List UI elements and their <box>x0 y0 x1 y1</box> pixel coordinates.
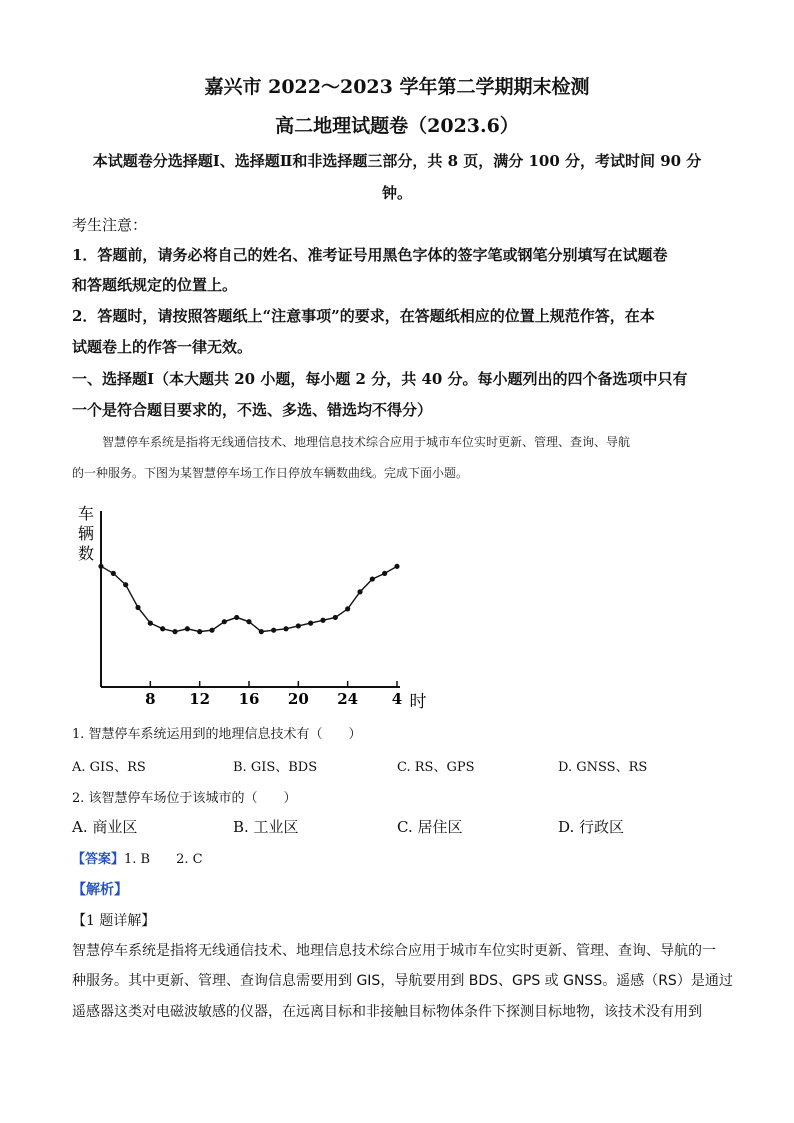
data-point <box>246 619 251 624</box>
answer-line <box>72 848 203 867</box>
notice-item-2-line-1: 2．答题时，请按照答题纸上“注意事项”的要求，在答题纸相应的位置上规范作答，在本 <box>72 307 655 325</box>
data-point <box>271 628 276 633</box>
question-2-option-d[interactable]: D. 行政区 <box>558 818 625 836</box>
notice-item-1-line-2: 和答题纸规定的位置上。 <box>72 276 238 294</box>
data-point <box>111 571 116 576</box>
data-point <box>259 629 264 634</box>
x-tick-label: 16 <box>238 690 260 708</box>
data-point <box>209 628 214 633</box>
x-tick-label: 12 <box>189 690 211 708</box>
section-heading-line-1: 一、选择题Ⅰ（本大题共 20 小题，每小题 2 分，共 40 分。每小题列出的四个备选项中只有 <box>72 370 688 388</box>
question-1-stem: 1. 智慧停车系统运用到的地理信息技术有（ ） <box>72 727 362 742</box>
data-point <box>345 606 350 611</box>
data-point <box>135 605 140 610</box>
question-2-option-b[interactable]: B. 工业区 <box>233 818 299 836</box>
notice-heading: 考生注意： <box>72 216 148 234</box>
exam-subtitle: 高二地理试题卷（2023.6） <box>275 115 519 137</box>
data-point <box>283 626 288 631</box>
intro-line-2: 钟。 <box>381 184 412 202</box>
answer-tag: 【答案】 <box>72 852 125 867</box>
data-point <box>98 564 103 569</box>
data-point <box>394 564 399 569</box>
question-1-option-a[interactable]: A. GIS、RS <box>72 760 146 775</box>
data-point <box>185 626 190 631</box>
data-point <box>382 571 387 576</box>
question-1-option-c[interactable]: C. RS、GPS <box>397 760 475 775</box>
y-axis-label-2: 辆 <box>77 524 95 543</box>
question-2-stem: 2. 该智慧停车场位于该城市的（ ） <box>72 791 297 806</box>
data-point <box>160 626 165 631</box>
question-1-option-d[interactable]: D. GNSS、RS <box>558 760 648 775</box>
intro-line-1: 本试题卷分选择题Ⅰ、选择题Ⅱ和非选择题三部分，共 8 页，满分 100 分，考试时间 90 分 <box>92 152 702 170</box>
passage-line-2: 的一种服务。下图为某智慧停车场工作日停放车辆数曲线。完成下面小题。 <box>72 466 469 480</box>
x-tick-label: 24 <box>337 690 359 708</box>
answer-text: 1. B 2. C <box>124 852 203 867</box>
x-axis-label: 时 <box>409 692 427 712</box>
analysis-line-2: 种服务。其中更新、管理、查询信息需要用到 GIS，导航要用到 BDS、GPS 或 GNSS。遥感（RS）是通过 <box>72 973 733 989</box>
data-point <box>308 621 313 626</box>
data-point <box>222 619 227 624</box>
data-point <box>320 618 325 623</box>
data-point <box>234 615 239 620</box>
data-point <box>333 615 338 620</box>
x-tick-label: 4 <box>391 690 403 708</box>
question-1-option-b[interactable]: B. GIS、BDS <box>233 760 318 775</box>
x-tick-label: 20 <box>287 690 309 708</box>
analysis-line-1: 智慧停车系统是指将无线通信技术、地理信息技术综合应用于城市车位实时更新、管理、查询、导航的一 <box>72 943 716 959</box>
question-2-option-c[interactable]: C. 居住区 <box>397 818 463 836</box>
data-point <box>357 589 362 594</box>
passage-line-1: 智慧停车系统是指将无线通信技术、地理信息技术综合应用于城市车位实时更新、管理、查询、导航 <box>102 435 631 449</box>
analysis-line-3: 遥感器这类对电磁波敏感的仪器，在远离目标和非接触目标物体条件下探测目标地物，该技术没有用到 <box>72 1004 702 1020</box>
data-point <box>370 576 375 581</box>
notice-item-1-line-1: 1．答题前，请务必将自己的姓名、准考证号用黑色字体的签字笔或钢笔分别填写在试题卷 <box>72 246 668 264</box>
parking-line-chart <box>60 495 440 720</box>
data-point <box>148 621 153 626</box>
question-2-option-a[interactable]: A. 商业区 <box>72 818 138 836</box>
data-point <box>296 623 301 628</box>
notice-item-2-line-2: 试题卷上的作答一律无效。 <box>72 338 253 356</box>
x-tick-label: 8 <box>145 690 156 708</box>
exam-title: 嘉兴市 2022～2023 学年第二学期期末检测 <box>204 76 590 98</box>
analysis-question-1-tag: 【1 题详解】 <box>72 913 156 929</box>
section-heading-line-2: 一个是符合题目要求的，不选、多选、错选均不得分） <box>72 401 433 419</box>
data-point <box>172 629 177 634</box>
y-axis-label-1: 车 <box>77 504 95 523</box>
y-axis-label-3: 数 <box>77 544 95 563</box>
data-point <box>123 582 128 587</box>
data-point <box>197 629 202 634</box>
analysis-tag: 【解析】 <box>72 882 128 898</box>
